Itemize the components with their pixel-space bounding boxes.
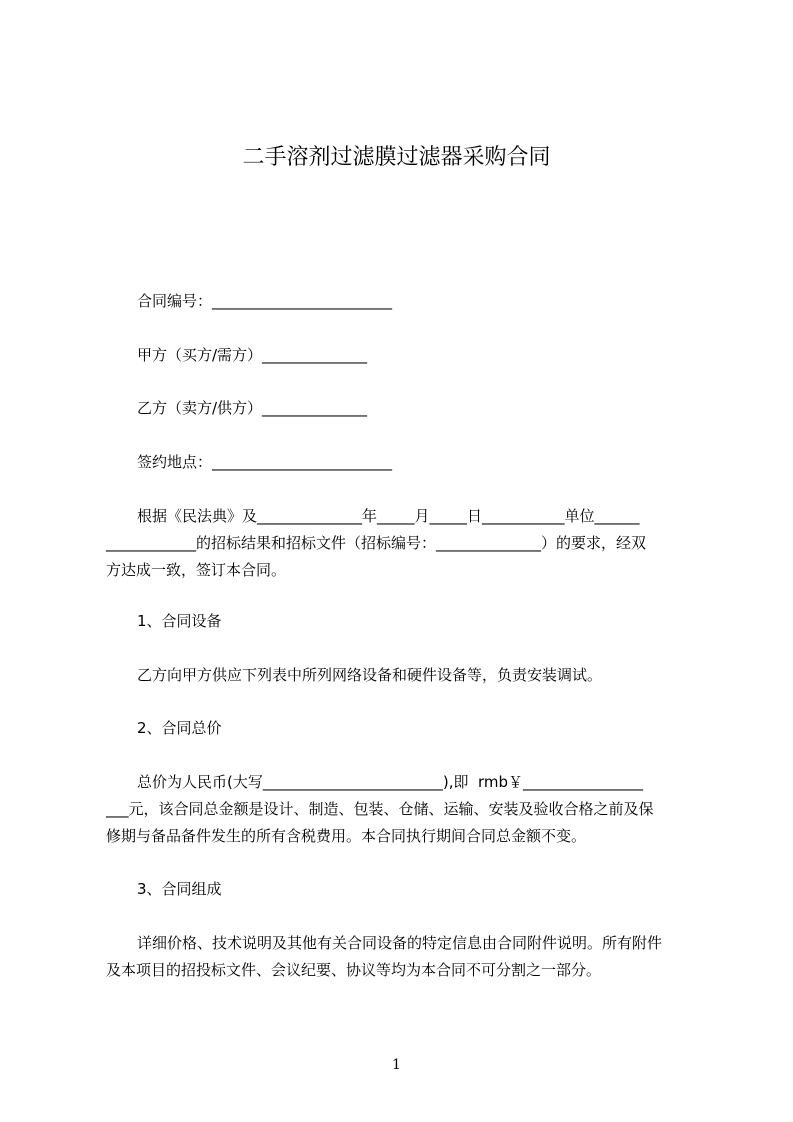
- intro-paragraph-line-2: ____________的招标结果和招标文件（招标编号：______________）的要求，经双: [106, 534, 647, 552]
- section-1-body: 乙方向甲方供应下列表中所列网络设备和硬件设备等，负责安装调试。: [137, 666, 603, 684]
- contract-number-field: 合同编号：________________________: [137, 292, 393, 310]
- section-1-heading: 1、合同设备: [137, 612, 222, 630]
- intro-paragraph-line-1: 根据《民法典》及______________年_____月_____日___________单位______: [137, 507, 640, 525]
- document-title: 二手溶剂过滤膜过滤器采购合同: [242, 145, 551, 170]
- section-2-heading: 2、合同总价: [137, 719, 222, 737]
- section-2-body-line-1: 总价为人民币(大写________________________),即 rmb￥________________: [137, 773, 644, 791]
- section-3-heading: 3、合同组成: [137, 880, 222, 898]
- intro-paragraph-line-3: 方达成一致，签订本合同。: [106, 561, 287, 579]
- party-b-field: 乙方（卖方/供方）______________: [137, 399, 368, 417]
- section-2-body-line-3: 修期与备品备件发生的所有含税费用。本合同执行期间合同总金额不变。: [106, 827, 587, 845]
- party-a-field: 甲方（买方/需方）______________: [137, 346, 368, 364]
- page-number: 1: [392, 1057, 401, 1073]
- section-3-body-line-2: 及本项目的招投标文件、会议纪要、协议等均为本合同不可分割之一部分。: [106, 961, 602, 979]
- sign-place-field: 签约地点：________________________: [137, 453, 393, 471]
- section-3-body-line-1: 详细价格、技术说明及其他有关合同设备的特定信息由合同附件说明。所有附件: [137, 934, 663, 952]
- section-2-body-line-2: ___元，该合同总金额是设计、制造、包装、仓储、运输、安装及验收合格之前及保: [106, 800, 654, 818]
